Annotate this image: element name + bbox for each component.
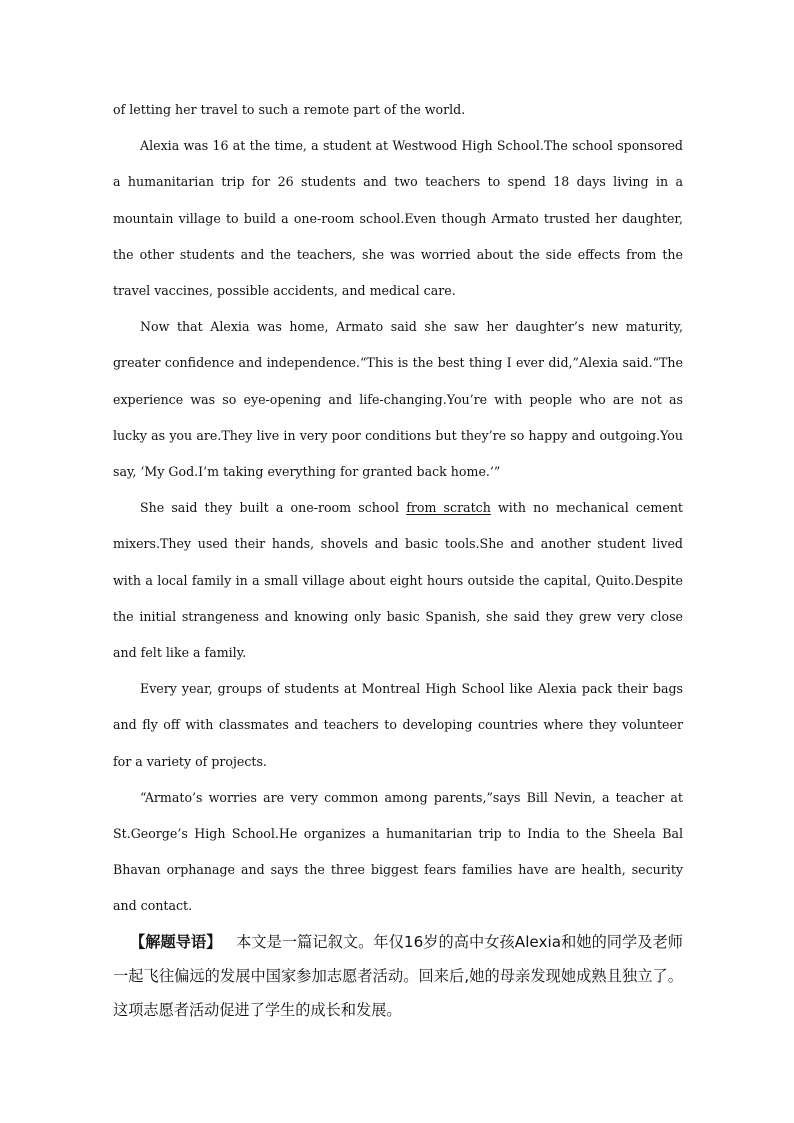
paragraph-bill-nevin: “Armato’s worries are very common among parents,”says Bill Nevin, a teacher at St.George’s High School.He organizes a humanitarian trip to India to the Sheela Bal Bhavan orphanage and says the three biggest fears families have are health, security and contact. — [113, 789, 683, 914]
paragraph-continuation: of letting her travel to such a remote part of the world. — [113, 102, 466, 117]
paragraph-building-school — [113, 490, 683, 671]
reading-guide — [113, 925, 683, 1027]
paragraph-text-start: She said they built a one-room school — [140, 500, 407, 516]
paragraph-text-end: with no mechanical cement mixers.They used their hands, shovels and basic tools.She and another student lived with a local family in a small village about eight hours outside the capital, Quito.Despite the initial strangeness and knowing only basic Spanish, she said they grew very close and felt like a family. — [113, 500, 683, 661]
reading-guide-label: 【解题导语】 — [130, 932, 222, 951]
reading-guide-text: 本文是一篇记叙文。年仅16岁的高中女孩Alexia和她的同学及老师一起飞往偏远的发展中国家参加志愿者活动。回来后,她的母亲发现她成熟且独立了。这项志愿者活动促进了学生的成长和发展。 — [113, 932, 683, 1019]
underlined-phrase: from scratch — [406, 500, 491, 516]
document-page — [113, 92, 683, 1027]
paragraph-montreal-students: Every year, groups of students at Montreal High School like Alexia pack their bags and fly off with classmates and teachers to developing countries where they volunteer for a variety of projects. — [113, 681, 683, 769]
paragraph-trip-description: Alexia was 16 at the time, a student at Westwood High School.The school sponsored a humanitarian trip for 26 students and two teachers to spend 18 days living in a mountain village to build a one-room school.Even though Armato trusted her daughter, the other students and the teachers, she was worried about the side effects from the travel vaccines, possible accidents, and medical care. — [113, 138, 683, 299]
paragraph-alexia-return: Now that Alexia was home, Armato said she saw her daughter’s new maturity, greater confidence and independence.“This is the best thing I ever did,”Alexia said.“The experience was so eye-opening and life-changing.You’re with people who are not as lucky as you are.They live in very poor conditions but they’re so happy and outgoing.You say, ‘My God.I’m taking everything for granted back home.’” — [113, 319, 683, 480]
